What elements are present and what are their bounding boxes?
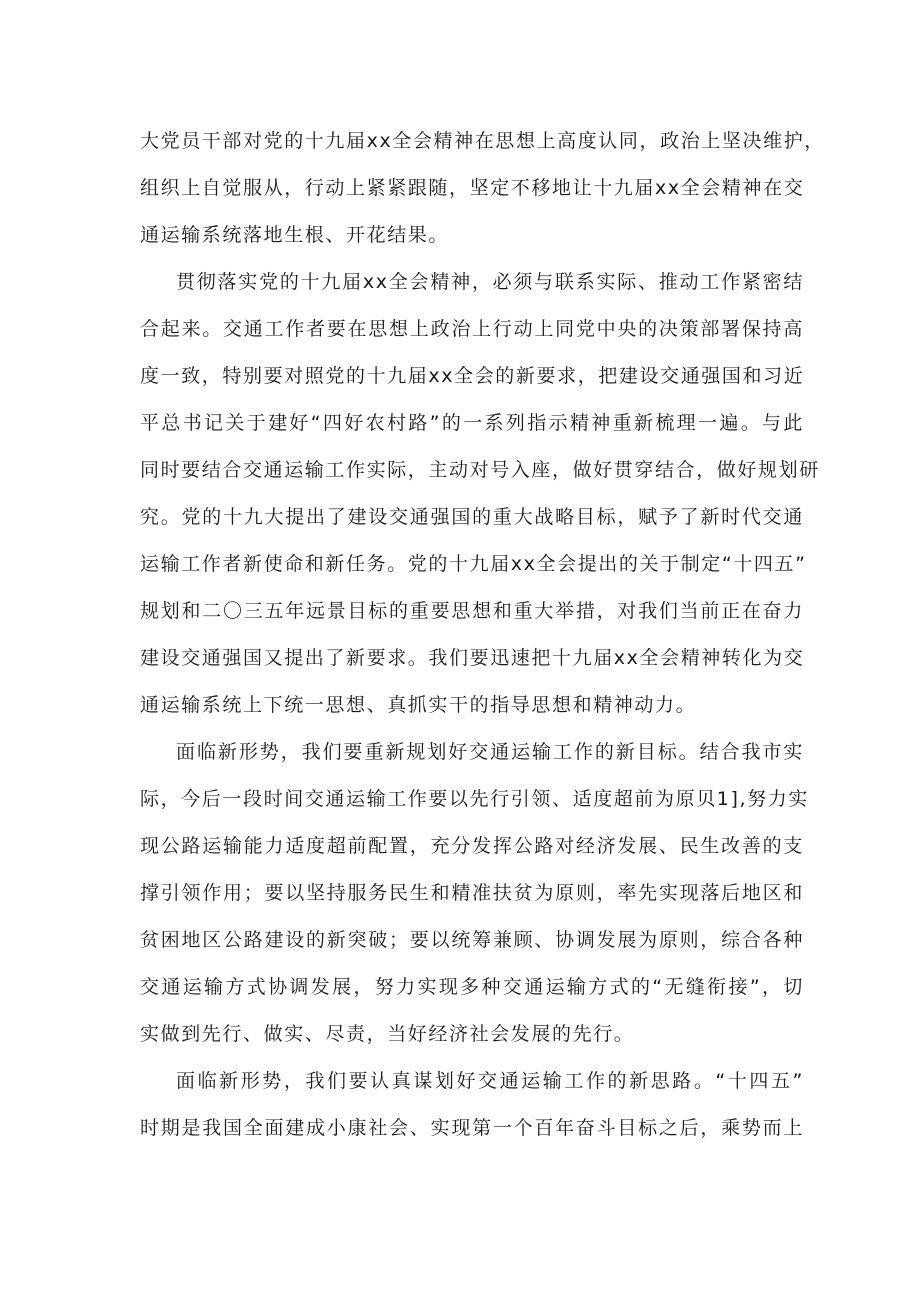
text-line: 究。党的十九大提出了建设交通强国的重大战略目标，赋予了新时代交通	[140, 506, 804, 528]
text-line: 贫困地区公路建设的新突破；要以统筹兼顾、协调发展为原则，综合各种	[140, 929, 804, 951]
text-line: 际，今后一段时间交通运输工作要以先行引领、适度超前为原贝1],努力实	[140, 788, 809, 810]
text-line: 实做到先行、做实、尽责，当好经济社会发展的先行。	[140, 1023, 635, 1045]
text-line: 交通运输方式协调发展，努力实现多种交通运输方式的“无缝衔接”，切	[140, 976, 804, 998]
text-line: 度一致，特别要对照党的十九届xx全会的新要求，把建设交通强国和习近	[140, 365, 805, 387]
text-line: 运输工作者新使命和新任务。党的十九届xx全会提出的关于制定“十四五”	[140, 553, 807, 575]
text-line: 贯彻落实党的十九届xx全会精神，必须与联系实际、推动工作紧密结	[176, 271, 804, 293]
text-line: 同时要结合交通运输工作实际，主动对号入座，做好贯穿结合，做好规划研	[140, 459, 820, 481]
text-line: 建设交通强国又提出了新要求。我们要迅速把十九届xx全会精神转化为交	[140, 647, 805, 669]
text-line: 时期是我国全面建成小康社会、实现第一个百年奋斗目标之后，乘势而上	[140, 1117, 804, 1139]
text-line: 面临新形势，我们要重新规划好交通运输工作的新目标。结合我市实	[176, 741, 804, 763]
text-line: 组织上自觉服从，行动上紧紧跟随，坚定不移地让十九届xx全会精神在交	[140, 177, 805, 199]
document-body	[140, 118, 825, 1152]
text-line: 合起来。交通工作者要在思想上政治上行动上同党中央的决策部署保持高	[140, 318, 804, 340]
text-line: 平总书记关于建好“四好农村路”的一系列指示精神重新梳理一遍。与此	[140, 412, 804, 434]
text-line: 大党员干部对党的十九届xx全会精神在思想上高度认同，政治上坚决维护，	[140, 130, 825, 152]
paragraph	[140, 1058, 804, 1152]
text-line: 面临新形势，我们要认真谋划好交通运输工作的新思路。“十四五”	[176, 1070, 804, 1092]
text-line: 现公路运输能力适度超前配置，充分发挥公路对经济发展、民生改善的支	[140, 835, 804, 857]
paragraph	[140, 729, 809, 1058]
paragraph	[140, 259, 820, 729]
text-line: 通运输系统落地生根、开花结果。	[140, 224, 450, 246]
paragraph	[140, 118, 825, 259]
text-line: 规划和二〇三五年远景目标的重要思想和重大举措，对我们当前正在奋力	[140, 600, 804, 622]
text-line: 撑引领作用；要以坚持服务民生和精准扶贫为原则，率先实现落后地区和	[140, 882, 804, 904]
text-line: 通运输系统上下统一思想、真抓实干的指导思想和精神动力。	[140, 694, 697, 716]
